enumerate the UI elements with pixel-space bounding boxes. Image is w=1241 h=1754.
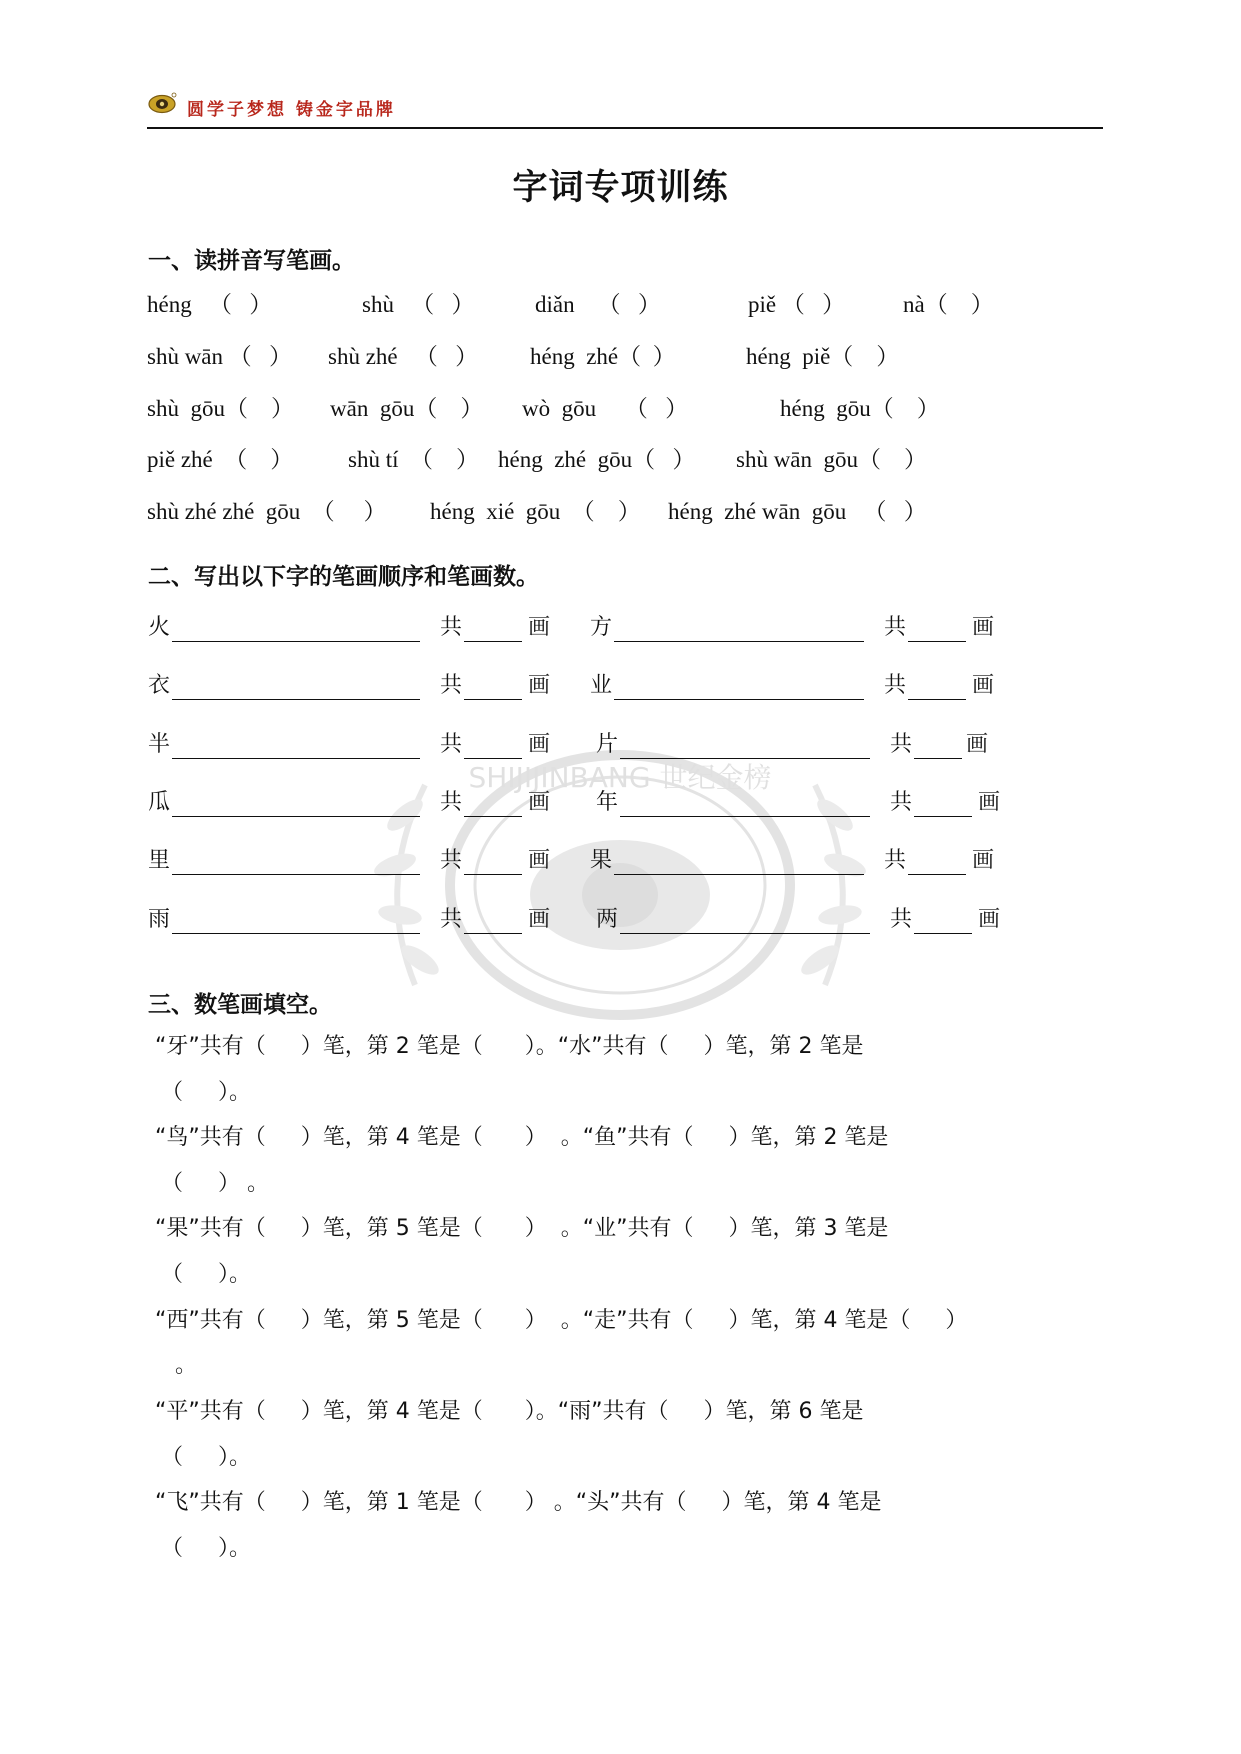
hua-label: 画 bbox=[972, 673, 995, 698]
character: 雨 bbox=[148, 907, 171, 932]
brand-logo-icon bbox=[147, 92, 177, 114]
stroke-count-blank[interactable] bbox=[908, 874, 966, 875]
gong-label: 共 bbox=[884, 673, 907, 698]
stroke-order-blank[interactable] bbox=[620, 933, 870, 934]
stroke-count-blank[interactable] bbox=[464, 816, 522, 817]
stroke-order-blank[interactable] bbox=[172, 874, 420, 875]
question-line: “平”共有（ ）笔，第 4 笔是（ ）。“雨”共有（ ）笔，第 6 笔是 bbox=[155, 1399, 864, 1424]
stroke-count-blank[interactable] bbox=[464, 874, 522, 875]
character: 里 bbox=[148, 848, 171, 873]
pinyin-item: shù tí （ ） bbox=[348, 447, 479, 472]
stroke-count-blank[interactable] bbox=[464, 758, 522, 759]
question-line: （ ）。 bbox=[161, 1080, 251, 1105]
hua-label: 画 bbox=[978, 907, 1001, 932]
gong-label: 共 bbox=[884, 615, 907, 640]
pinyin-item: piě （ ） bbox=[748, 292, 846, 317]
brand-slogan: 圆学子梦想 铸金字品牌 bbox=[187, 100, 396, 120]
watermark-text: SHIJIJINBANG 世纪金榜 bbox=[468, 761, 772, 794]
pinyin-item: héng zhé gōu（ ） bbox=[498, 447, 696, 472]
hua-label: 画 bbox=[966, 732, 989, 757]
stroke-order-blank[interactable] bbox=[172, 816, 420, 817]
gong-label: 共 bbox=[440, 848, 463, 873]
pinyin-item: piě zhé （ ） bbox=[147, 447, 294, 472]
pinyin-item: diǎn （ ） bbox=[535, 292, 661, 317]
section2-heading: 二、写出以下字的笔画顺序和笔画数。 bbox=[148, 564, 539, 590]
stroke-count-blank[interactable] bbox=[464, 641, 522, 642]
gong-label: 共 bbox=[440, 615, 463, 640]
stroke-order-blank[interactable] bbox=[620, 816, 870, 817]
question-line: （ ）。 bbox=[161, 1536, 251, 1561]
stroke-count-questions bbox=[155, 1034, 1155, 1561]
pinyin-item: héng xié gōu （ ） bbox=[430, 499, 641, 524]
pinyin-item: héng gōu（ ） bbox=[780, 396, 940, 421]
pinyin-item: shù zhé zhé gōu （ ） bbox=[147, 499, 387, 524]
stroke-order-blank[interactable] bbox=[172, 758, 420, 759]
pinyin-item: wān gōu（ ） bbox=[330, 396, 484, 421]
question-line: （ ） 。 bbox=[161, 1171, 269, 1196]
hua-label: 画 bbox=[528, 907, 551, 932]
question-line: “飞”共有（ ）笔，第 1 笔是（ ） 。“头”共有（ ）笔，第 4 笔是 bbox=[155, 1490, 882, 1515]
gong-label: 共 bbox=[890, 732, 913, 757]
question-line: 。 bbox=[161, 1353, 197, 1378]
page-title: 字词专项训练 bbox=[512, 168, 729, 208]
hua-label: 画 bbox=[972, 615, 995, 640]
stroke-order-row bbox=[148, 734, 1048, 768]
question-line: “果”共有（ ）笔，第 5 笔是（ ） 。“业”共有（ ）笔，第 3 笔是 bbox=[155, 1216, 889, 1241]
character: 片 bbox=[596, 732, 619, 757]
hua-label: 画 bbox=[972, 848, 995, 873]
character: 火 bbox=[148, 615, 171, 640]
stroke-order-blank[interactable] bbox=[614, 641, 864, 642]
gong-label: 共 bbox=[890, 790, 913, 815]
stroke-count-blank[interactable] bbox=[464, 699, 522, 700]
gong-label: 共 bbox=[440, 790, 463, 815]
stroke-order-row bbox=[148, 850, 1048, 884]
hua-label: 画 bbox=[528, 732, 551, 757]
pinyin-item: héng piě（ ） bbox=[746, 344, 900, 369]
stroke-count-blank[interactable] bbox=[914, 816, 972, 817]
gong-label: 共 bbox=[440, 907, 463, 932]
gong-label: 共 bbox=[890, 907, 913, 932]
stroke-count-blank[interactable] bbox=[908, 641, 966, 642]
hua-label: 画 bbox=[978, 790, 1001, 815]
character: 半 bbox=[148, 732, 171, 757]
hua-label: 画 bbox=[528, 848, 551, 873]
question-line: （ ）。 bbox=[161, 1445, 251, 1470]
stroke-order-blank[interactable] bbox=[172, 641, 420, 642]
question-line: （ ）。 bbox=[161, 1262, 251, 1287]
character: 衣 bbox=[148, 673, 171, 698]
pinyin-item: shù wān （ ） bbox=[147, 344, 293, 369]
character: 方 bbox=[590, 615, 613, 640]
pinyin-item: shù zhé （ ） bbox=[328, 344, 479, 369]
header-divider bbox=[147, 127, 1103, 129]
gong-label: 共 bbox=[884, 848, 907, 873]
question-line: “鸟”共有（ ）笔，第 4 笔是（ ） 。“鱼”共有（ ）笔，第 2 笔是 bbox=[155, 1125, 889, 1150]
pinyin-item: wò gōu （ ） bbox=[522, 396, 689, 421]
stroke-count-blank[interactable] bbox=[914, 758, 962, 759]
gong-label: 共 bbox=[440, 673, 463, 698]
pinyin-item: shù wān gōu（ ） bbox=[736, 447, 928, 472]
question-line: “牙”共有（ ）笔，第 2 笔是（ ）。“水”共有（ ）笔，第 2 笔是 bbox=[155, 1034, 864, 1059]
hua-label: 画 bbox=[528, 790, 551, 815]
stroke-count-blank[interactable] bbox=[908, 699, 966, 700]
section3-heading: 三、数笔画填空。 bbox=[148, 992, 332, 1018]
stroke-order-row bbox=[148, 617, 1048, 651]
stroke-count-blank[interactable] bbox=[464, 933, 522, 934]
pinyin-item: shù （ ） bbox=[362, 292, 475, 317]
character: 果 bbox=[590, 848, 613, 873]
character: 业 bbox=[590, 673, 613, 698]
question-line: “西”共有（ ）笔，第 5 笔是（ ） 。“走”共有（ ）笔，第 4 笔是（ ） bbox=[155, 1308, 968, 1333]
stroke-order-blank[interactable] bbox=[614, 874, 864, 875]
pinyin-item: shù gōu（ ） bbox=[147, 396, 294, 421]
character: 瓜 bbox=[148, 790, 171, 815]
page-header bbox=[147, 88, 1103, 128]
pinyin-item: héng （ ） bbox=[147, 292, 273, 317]
section1-heading: 一、读拼音写笔画。 bbox=[148, 248, 355, 274]
hua-label: 画 bbox=[528, 615, 551, 640]
stroke-order-blank[interactable] bbox=[614, 699, 864, 700]
pinyin-item: nà（ ） bbox=[903, 292, 994, 317]
pinyin-item: héng zhé wān gōu （ ） bbox=[668, 499, 927, 524]
stroke-order-blank[interactable] bbox=[172, 933, 420, 934]
character: 年 bbox=[596, 790, 619, 815]
character: 两 bbox=[596, 907, 619, 932]
stroke-order-blank[interactable] bbox=[172, 699, 420, 700]
stroke-count-blank[interactable] bbox=[914, 933, 972, 934]
stroke-order-row bbox=[148, 792, 1048, 826]
stroke-order-row bbox=[148, 909, 1048, 943]
gong-label: 共 bbox=[440, 732, 463, 757]
stroke-order-blank[interactable] bbox=[620, 758, 870, 759]
stroke-order-row bbox=[148, 675, 1048, 709]
hua-label: 画 bbox=[528, 673, 551, 698]
pinyin-item: héng zhé（ ） bbox=[530, 344, 676, 369]
